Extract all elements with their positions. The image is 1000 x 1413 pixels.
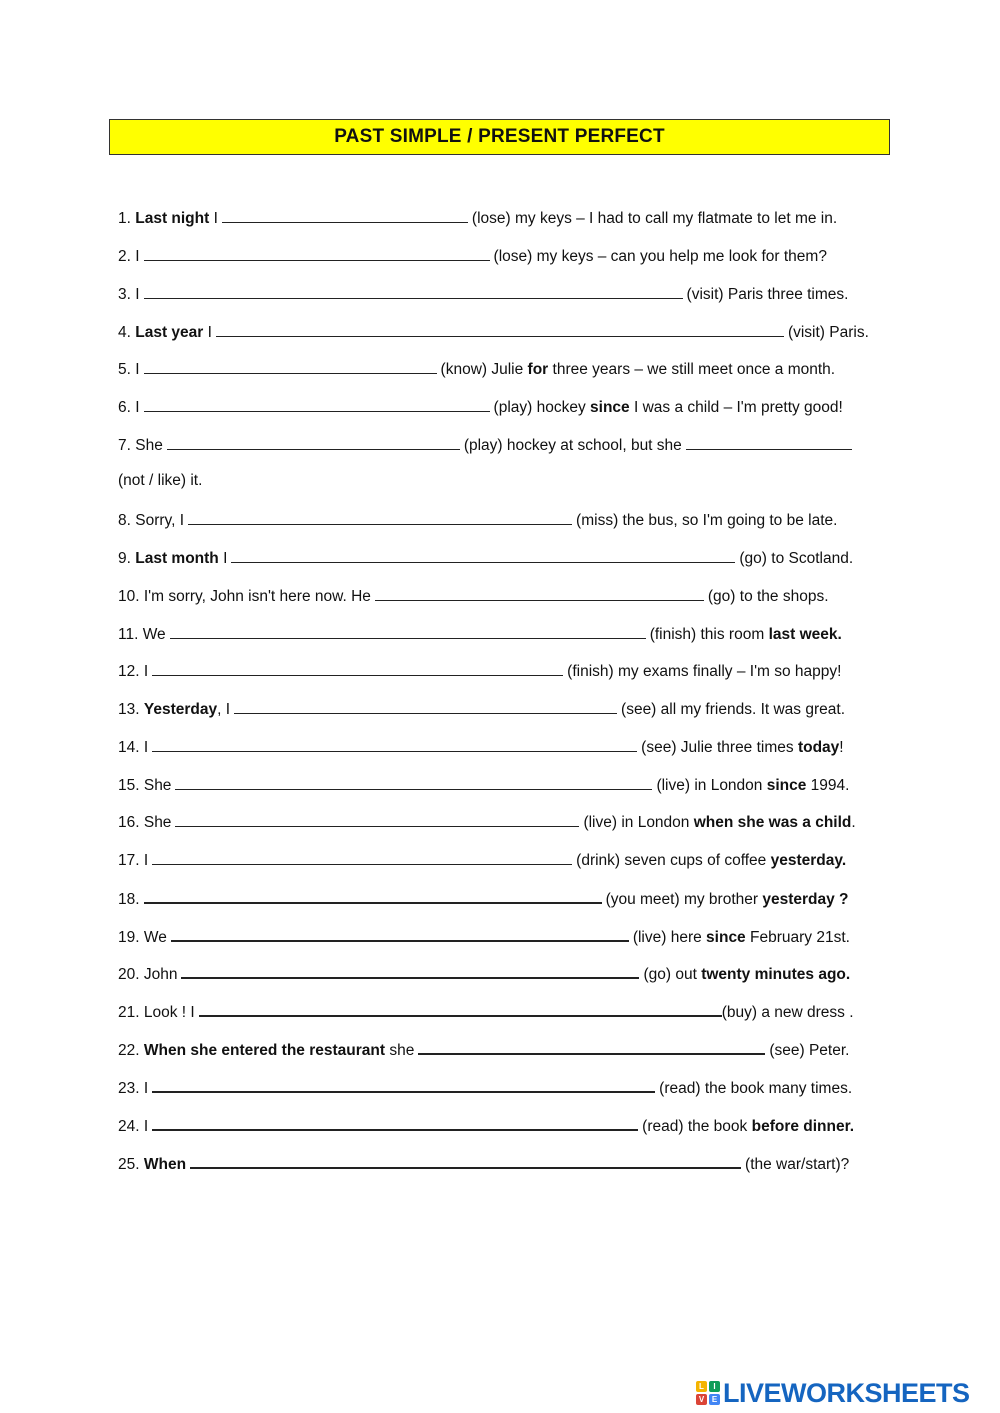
exercise-item bbox=[118, 283, 848, 305]
exercise-text: (finish) this room bbox=[649, 626, 769, 643]
exercise-text: 24. I bbox=[118, 1118, 149, 1135]
exercise-text: (lose) my keys – I had to call my flatmate to let me in. bbox=[471, 210, 838, 227]
answer-blank[interactable] bbox=[418, 1038, 765, 1055]
answer-blank[interactable] bbox=[686, 434, 852, 450]
answer-blank[interactable] bbox=[144, 887, 602, 904]
exercise-text: 6. I bbox=[118, 399, 140, 416]
worksheet-title-text: PAST SIMPLE / PRESENT PERFECT bbox=[334, 126, 665, 147]
exercise-text: (go) out bbox=[643, 966, 702, 983]
exercise-keyword: since bbox=[706, 929, 746, 946]
exercise-text: (finish) my exams finally – I'm so happy! bbox=[567, 663, 842, 680]
exercise-keyword: for bbox=[527, 361, 549, 378]
exercise-text: (visit) Paris three times. bbox=[686, 286, 849, 303]
exercise-text: (see) Peter. bbox=[769, 1042, 850, 1059]
exercise-text: (see) all my friends. It was great. bbox=[621, 701, 845, 718]
exercise-item bbox=[118, 1038, 849, 1061]
answer-blank[interactable] bbox=[152, 1114, 638, 1131]
exercise-text: 23. I bbox=[118, 1080, 149, 1097]
answer-blank[interactable] bbox=[144, 358, 437, 374]
exercise-keyword: since bbox=[766, 777, 807, 794]
answer-blank[interactable] bbox=[231, 547, 735, 563]
exercise-text: 7. She bbox=[118, 437, 163, 454]
exercise-text: (play) hockey bbox=[493, 399, 591, 416]
answer-blank[interactable] bbox=[190, 1152, 741, 1169]
liveworksheets-logo-text: LIVEWORKSHEETS bbox=[723, 1377, 970, 1408]
exercise-item bbox=[118, 925, 850, 948]
exercise-keyword: When she entered the restaurant bbox=[143, 1042, 386, 1059]
exercise-text: (live) in London bbox=[583, 814, 694, 831]
exercise-text: , I bbox=[217, 701, 231, 718]
exercise-text: (read) the book bbox=[642, 1118, 752, 1135]
exercise-text: ! bbox=[839, 739, 844, 756]
exercise-item bbox=[118, 471, 202, 491]
answer-blank[interactable] bbox=[222, 207, 468, 223]
exercise-item bbox=[118, 1114, 854, 1137]
exercise-keyword: when she was a child bbox=[693, 814, 852, 831]
logo-mark-tile: I bbox=[709, 1381, 720, 1392]
exercise-item bbox=[118, 736, 844, 758]
exercise-item bbox=[118, 396, 843, 418]
answer-blank[interactable] bbox=[375, 585, 704, 601]
exercise-text: 11. We bbox=[118, 626, 166, 643]
exercise-keyword: Last year bbox=[135, 324, 204, 341]
answer-blank[interactable] bbox=[216, 321, 784, 337]
answer-blank[interactable] bbox=[152, 736, 637, 752]
exercise-text: 22. bbox=[118, 1042, 144, 1059]
exercise-keyword: twenty minutes ago. bbox=[701, 966, 851, 983]
exercise-text: (drink) seven cups of coffee bbox=[576, 852, 771, 869]
answer-blank[interactable] bbox=[234, 698, 617, 714]
exercise-item bbox=[118, 698, 845, 720]
exercise-item bbox=[118, 1076, 852, 1099]
exercise-keyword: before dinner. bbox=[751, 1118, 855, 1135]
exercise-text: 12. I bbox=[118, 663, 149, 680]
answer-blank[interactable] bbox=[152, 849, 572, 865]
exercise-text: 1994. bbox=[806, 777, 850, 794]
exercise-text: 19. We bbox=[118, 929, 167, 946]
exercise-text: I bbox=[218, 550, 228, 567]
exercise-text: . bbox=[851, 814, 856, 831]
exercise-keyword: last week. bbox=[768, 626, 842, 643]
exercise-text: (live) here bbox=[632, 929, 707, 946]
answer-blank[interactable] bbox=[175, 811, 579, 827]
exercise-keyword: Last night bbox=[135, 210, 210, 227]
exercise-item bbox=[118, 207, 837, 229]
exercise-text: 8. Sorry, I bbox=[118, 512, 185, 529]
exercise-text: 13. bbox=[118, 701, 144, 718]
exercise-text: I bbox=[203, 324, 212, 341]
exercise-text: (the war/start)? bbox=[745, 1156, 850, 1173]
answer-blank[interactable] bbox=[170, 623, 646, 639]
exercise-keyword: today bbox=[797, 739, 840, 756]
exercise-keyword: yesterday ? bbox=[762, 891, 849, 908]
exercise-text: (not / like) it. bbox=[118, 472, 203, 489]
exercise-text: (lose) my keys – can you help me look for them? bbox=[493, 248, 827, 265]
exercise-text: 1. bbox=[118, 210, 136, 227]
exercise-text: she bbox=[385, 1042, 415, 1059]
exercise-item bbox=[118, 321, 869, 343]
answer-blank[interactable] bbox=[152, 660, 563, 676]
answer-blank[interactable] bbox=[152, 1076, 655, 1093]
exercise-item bbox=[118, 849, 846, 871]
exercise-item bbox=[118, 962, 850, 985]
liveworksheets-logo-icon bbox=[696, 1381, 720, 1405]
answer-blank[interactable] bbox=[175, 774, 652, 790]
answer-blank[interactable] bbox=[144, 396, 490, 412]
exercise-text: I bbox=[209, 210, 218, 227]
exercise-text: February 21st. bbox=[745, 929, 850, 946]
answer-blank[interactable] bbox=[144, 245, 490, 261]
exercise-text: 10. I'm sorry, John isn't here now. He bbox=[118, 588, 371, 605]
exercise-text: 5. I bbox=[118, 361, 140, 378]
exercise-keyword: yesterday. bbox=[770, 852, 847, 869]
exercise-item bbox=[118, 585, 829, 607]
liveworksheets-logo bbox=[696, 1378, 970, 1408]
exercise-item bbox=[118, 434, 856, 456]
exercise-text: I was a child – I'm pretty good! bbox=[629, 399, 843, 416]
exercise-text: (live) in London bbox=[656, 777, 767, 794]
exercise-keyword: Yesterday bbox=[143, 701, 218, 718]
exercise-text: 16. She bbox=[118, 814, 172, 831]
answer-blank[interactable] bbox=[188, 509, 572, 525]
exercise-text: (play) hockey at school, but she bbox=[463, 437, 682, 454]
exercise-text: 18. bbox=[118, 891, 140, 908]
exercise-text: 21. Look ! I bbox=[118, 1004, 195, 1021]
exercise-text: (buy) a new dress . bbox=[721, 1004, 854, 1021]
exercise-text: (miss) the bus, so I'm going to be late. bbox=[576, 512, 838, 529]
exercise-item bbox=[118, 547, 853, 569]
exercise-text: 4. bbox=[118, 324, 136, 341]
exercise-item bbox=[118, 1000, 854, 1023]
exercise-text: 15. She bbox=[118, 777, 172, 794]
exercise-text: three years – we still meet once a month. bbox=[548, 361, 836, 378]
exercise-item bbox=[118, 623, 842, 645]
exercise-keyword: When bbox=[143, 1156, 187, 1173]
exercise-keyword: since bbox=[590, 399, 630, 416]
exercise-text: (see) Julie three times bbox=[641, 739, 798, 756]
exercise-item bbox=[118, 660, 841, 682]
exercise-text: 17. I bbox=[118, 852, 149, 869]
answer-blank[interactable] bbox=[199, 1000, 722, 1017]
answer-blank[interactable] bbox=[181, 962, 639, 979]
exercise-item bbox=[118, 811, 856, 833]
exercise-item bbox=[118, 358, 835, 380]
exercise-text: 25. bbox=[118, 1156, 144, 1173]
exercise-text: 2. I bbox=[118, 248, 140, 265]
exercise-item bbox=[118, 245, 827, 267]
exercise-item bbox=[118, 887, 849, 910]
exercise-text: 3. I bbox=[118, 286, 140, 303]
exercise-text: (you meet) my brother bbox=[605, 891, 763, 908]
exercise-item bbox=[118, 1152, 849, 1175]
answer-blank[interactable] bbox=[144, 283, 683, 299]
answer-blank[interactable] bbox=[167, 434, 460, 450]
exercise-item bbox=[118, 509, 837, 531]
exercise-text: (visit) Paris. bbox=[787, 324, 869, 341]
exercise-text: 9. bbox=[118, 550, 136, 567]
exercise-text: (know) Julie bbox=[440, 361, 528, 378]
exercise-keyword: Last month bbox=[135, 550, 219, 567]
worksheet-title bbox=[109, 119, 890, 155]
exercise-text: (read) the book many times. bbox=[659, 1080, 853, 1097]
logo-mark-tile: L bbox=[696, 1381, 707, 1392]
logo-mark-tile: V bbox=[696, 1394, 707, 1405]
answer-blank[interactable] bbox=[171, 925, 629, 942]
exercise-text: (go) to Scotland. bbox=[739, 550, 854, 567]
exercise-text: 14. I bbox=[118, 739, 149, 756]
logo-mark-tile: E bbox=[709, 1394, 720, 1405]
exercise-text: (go) to the shops. bbox=[707, 588, 829, 605]
exercise-item bbox=[118, 774, 849, 796]
exercise-text: 20. John bbox=[118, 966, 178, 983]
